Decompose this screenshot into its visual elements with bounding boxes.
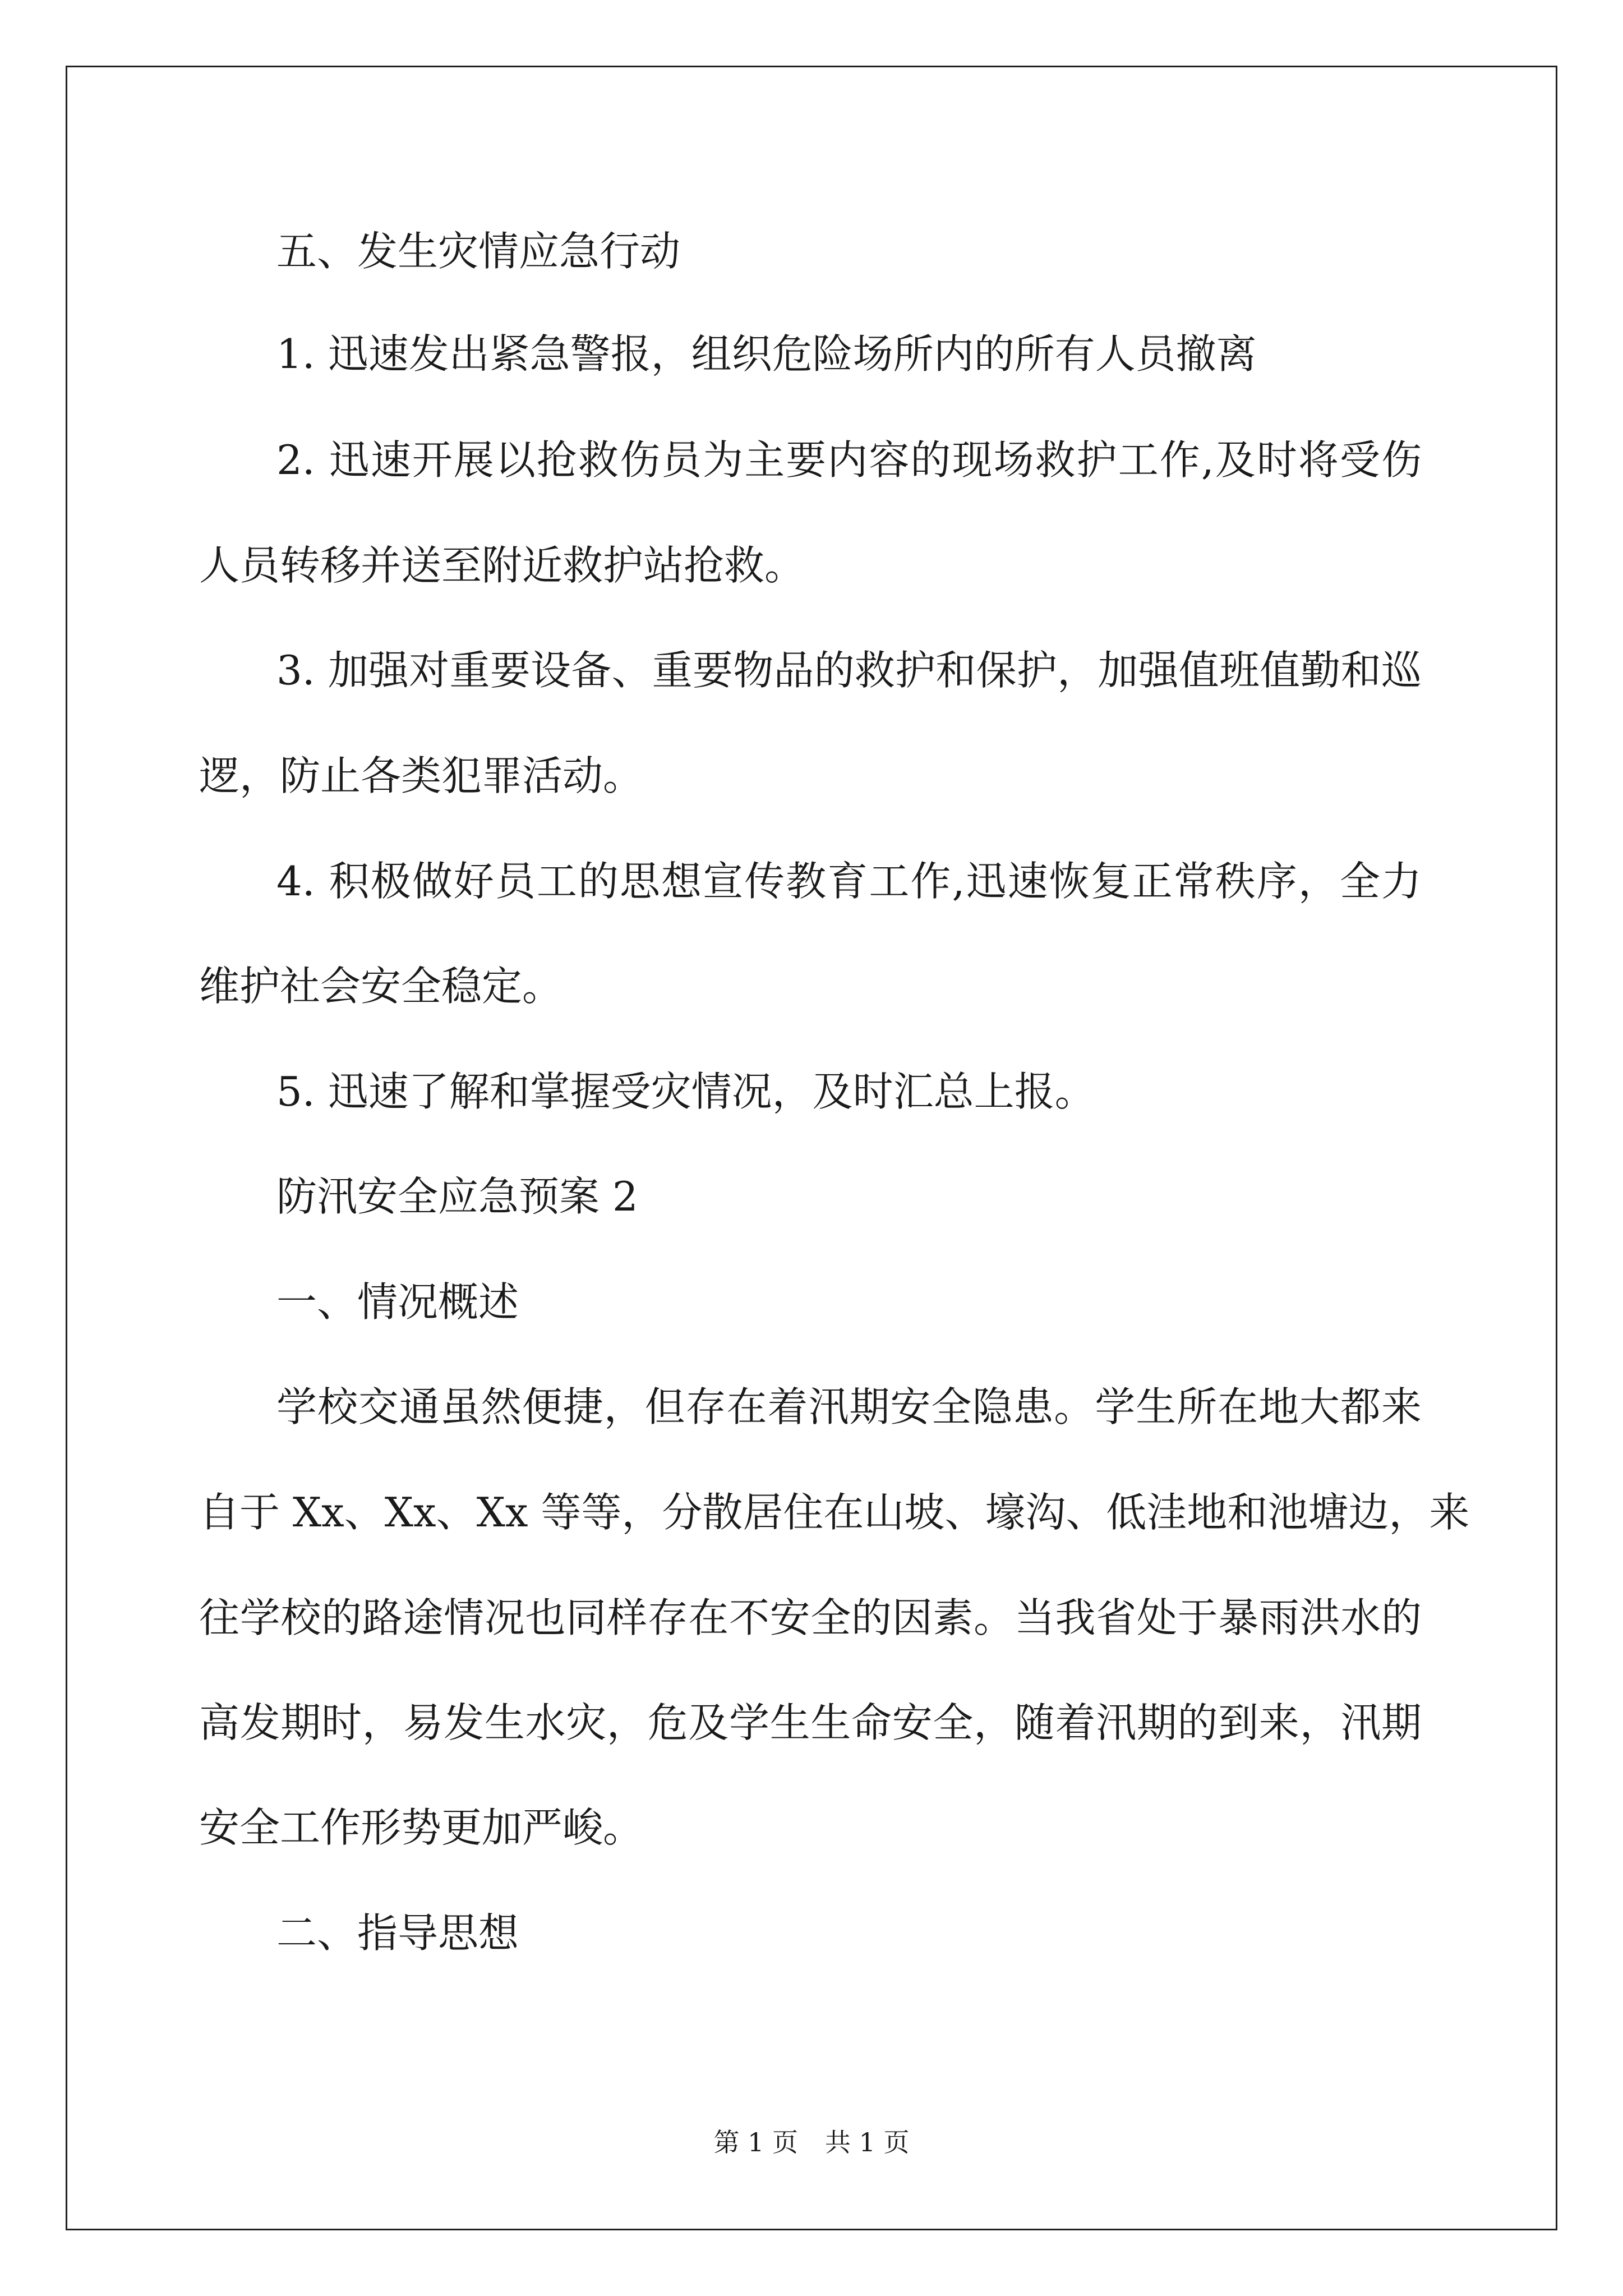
- paragraph-line: 高发期时，易发生水灾，危及学生生命安全，随着汛期的到来，汛期: [199, 1699, 1422, 1746]
- page-footer: [0, 2129, 1623, 2155]
- paragraph-line: 人员转移并送至附近救护站抢救。: [199, 542, 805, 589]
- section-heading-1: 一、情况概述: [276, 1278, 519, 1326]
- paragraph-line: 安全工作形势更加严峻。: [199, 1804, 644, 1851]
- section-heading-5: 五、发生灾情应急行动: [276, 228, 681, 275]
- paragraph-line: 1. 迅速发出紧急警报，组织危险场所内的所有人员撤离: [276, 330, 1257, 378]
- paragraph-line: 2. 迅速开展以抢救伤员为主要内容的现场救护工作,及时将受伤: [276, 436, 1422, 484]
- paragraph-line: 3. 加强对重要设备、重要物品的救护和保护，加强值班值勤和巡: [276, 647, 1422, 694]
- page-frame: [66, 66, 1557, 2230]
- paragraph-line: 维护社会安全稳定。: [199, 963, 563, 1010]
- paragraph-line: 5. 迅速了解和掌握受灾情况，及时汇总上报。: [276, 1068, 1095, 1115]
- paragraph-line: 往学校的路途情况也同样存在不安全的因素。当我省处于暴雨洪水的: [199, 1594, 1422, 1641]
- paragraph-line: 逻，防止各类犯罪活动。: [199, 752, 644, 799]
- page-number-current: 第 1 页: [713, 2127, 798, 2157]
- paragraph-line: 4. 积极做好员工的思想宣传教育工作,迅速恢复正常秩序，全力: [276, 858, 1422, 905]
- paragraph-line: 自于 Xx、Xx、Xx 等等，分散居住在山坡、壕沟、低洼地和池塘边，来: [199, 1489, 1470, 1536]
- paragraph-line: 学校交通虽然便捷，但存在着汛期安全隐患。学生所在地大都来: [276, 1383, 1422, 1430]
- document-title: 防汛安全应急预案 2: [276, 1173, 638, 1220]
- section-heading-2: 二、指导思想: [276, 1910, 519, 1957]
- page-number-total: 共 1 页: [825, 2127, 910, 2157]
